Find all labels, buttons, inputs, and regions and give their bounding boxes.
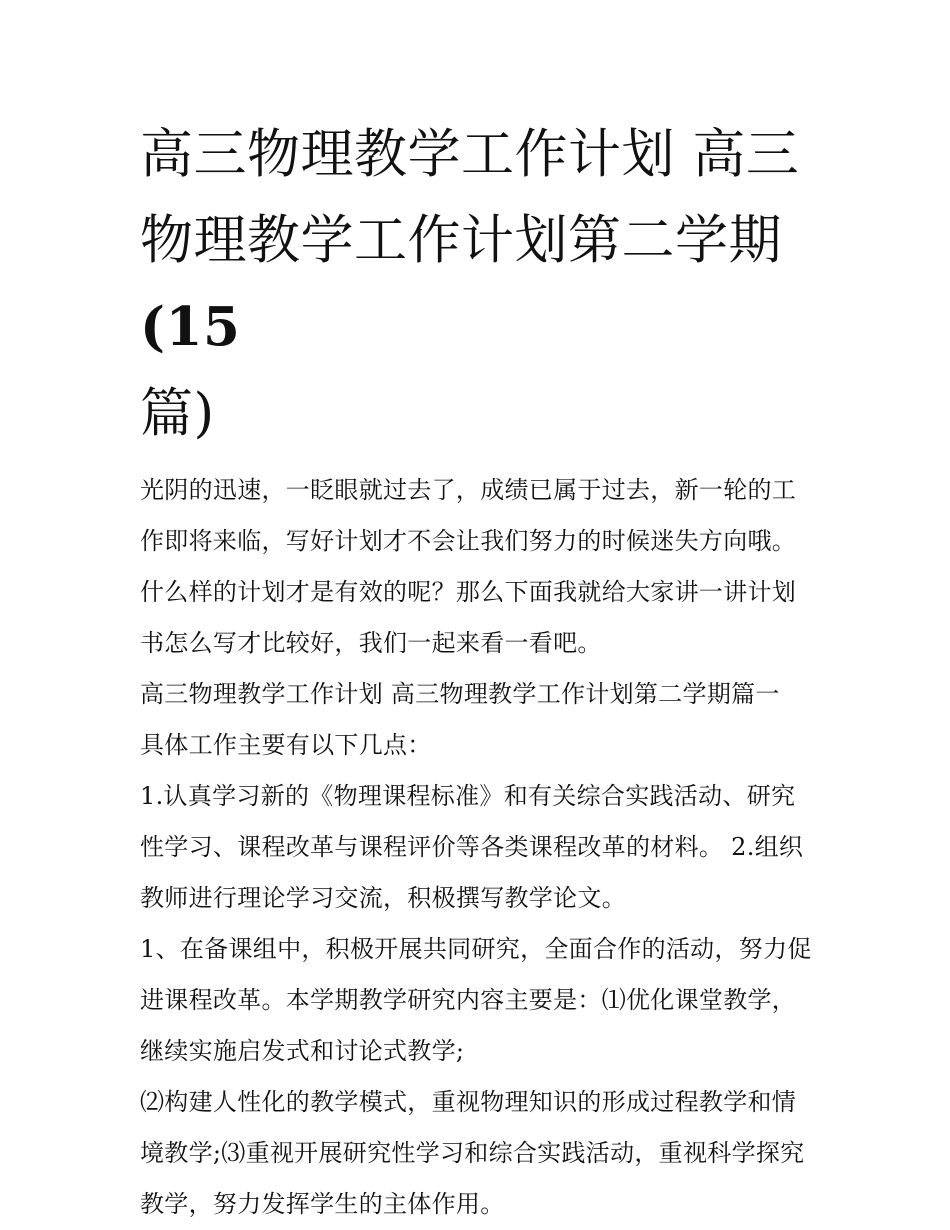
work-points-intro: 具体工作主要有以下几点： [140,731,432,759]
work-point-1: 1.认真学习新的《物理课程标准》和有关综合实践活动、研究性学习、课程改革与课程评价等各类课程改革的材料。 2.组织教师进行理论学习交流，积极撰写教学论文。 [140,782,804,912]
work-point-3: ⑵构建人性化的教学模式，重视物理知识的形成过程教学和情境教学;⑶重视开展研究性学习和综合实践活动，重视科学探究教学，努力发挥学生的主体作用。 [140,1088,805,1218]
document-title-main: 高三物理教学工作计划 高三物理教学工作计划第二学期 [140,124,800,271]
document-title-count: (15 [140,296,241,358]
intro-paragraph: 光阴的迅速，一眨眼就过去了，成绩已属于过去，新一轮的工作即将来临，写好计划才不会让我们努力的时候迷失方向哦。什么样的计划才是有效的呢？那么下面我就给大家讲一讲计划书怎么写才比较好，我们一起来看一看吧。 [140,476,797,657]
document-title-tail: 篇) [140,383,215,444]
document-page [140,112,812,1230]
work-point-2: 1、在备课组中，积极开展共同研究，全面合作的活动，努力促进课程改革。本学期教学研究内容主要是：⑴优化课堂教学，继续实施启发式和讨论式教学; [140,935,812,1065]
section-heading: 高三物理教学工作计划 高三物理教学工作计划第二学期篇一 [140,680,780,708]
document-title [140,112,812,457]
